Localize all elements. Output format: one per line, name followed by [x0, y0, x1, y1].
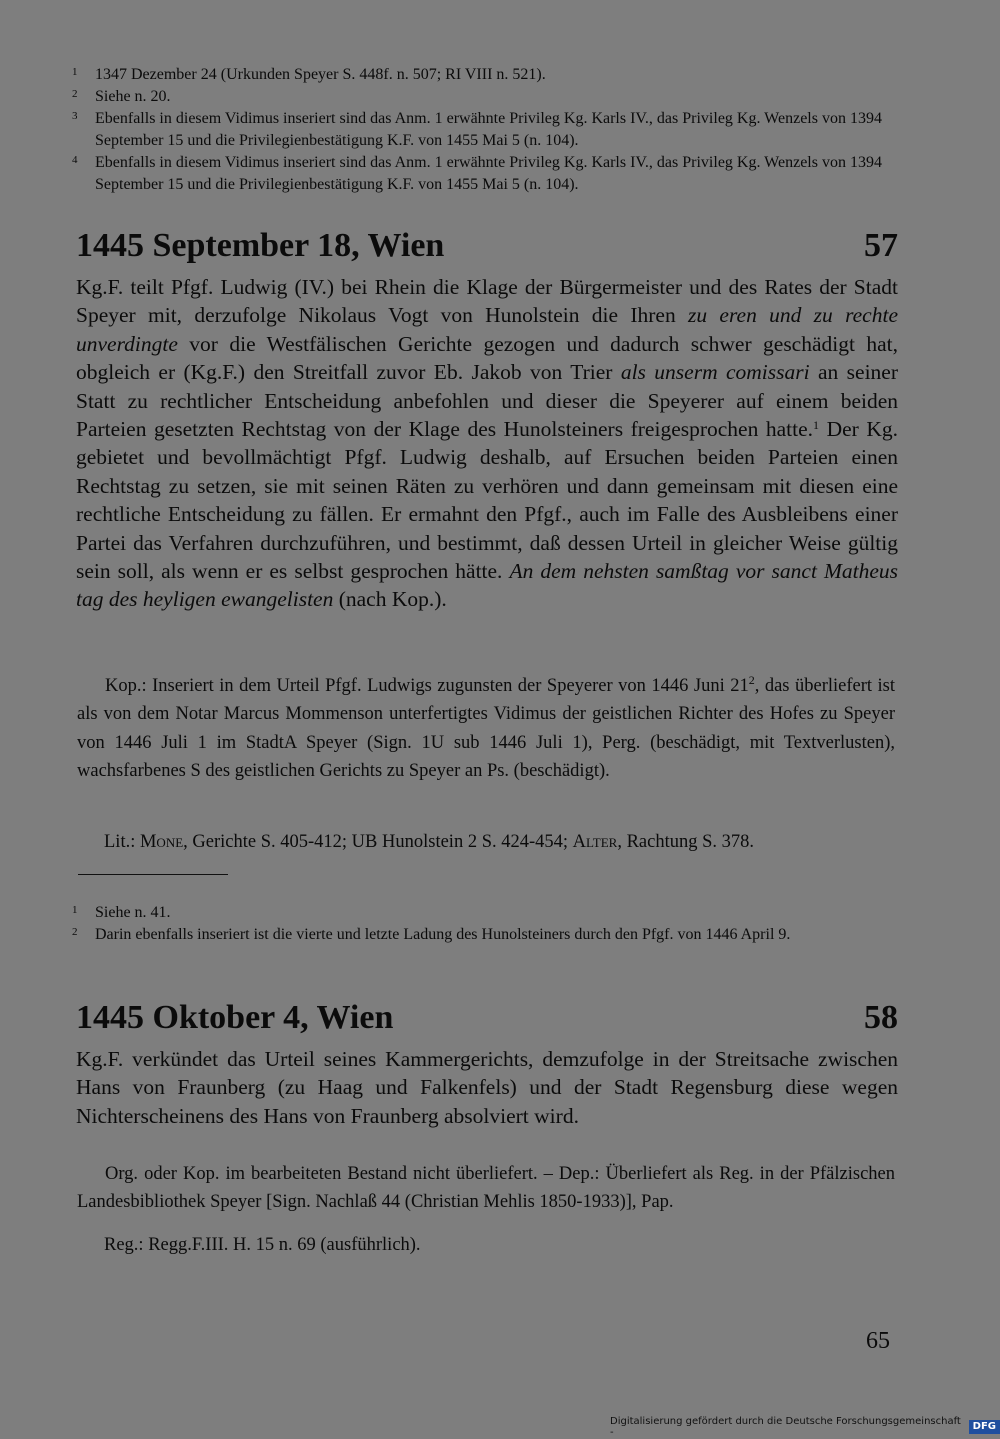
entry-57-heading — [76, 224, 898, 268]
footnote-divider — [78, 874, 228, 875]
footnote-reference: 1 — [813, 418, 820, 433]
entry-57-literature — [104, 828, 754, 856]
summary-text: an seiner Statt zu rechtlicher Entscheidung anbefohlen und dieser die Speyerer auf einem beiden Parteien gesetzten Rechtstag von der Klage des Hunolsteiners freigesprochen hatte. — [76, 360, 898, 442]
quoted-text: An dem nehsten samßtag vor sanct Matheus tag des heyligen ewangelisten — [76, 559, 898, 612]
literature-text: , Rachtung S. 378. — [617, 832, 755, 852]
entry-57-summary — [76, 273, 898, 614]
entry-57-footnotes — [72, 902, 898, 946]
entry-57-tradition — [77, 672, 895, 786]
entry-title: 1445 September 18, Wien — [76, 227, 445, 264]
literature-author: Mone — [139, 832, 184, 852]
footnote-text: 1347 Dezember 24 (Urkunden Speyer S. 448f. n. 507; RI VIII n. 521). — [95, 66, 546, 83]
summary-text: vor die Westfälischen Gerichte gezogen und dadurch schwer geschädigt hat, obgleich er (Kg.F.) den Streitfall zuvor Eb. Jakob von Trier — [76, 331, 898, 385]
literature-label: Lit.: — [104, 832, 140, 852]
footnote — [72, 86, 898, 108]
quoted-text: zu eren und zu rechte unverdingte — [76, 303, 898, 356]
footnote — [72, 108, 898, 152]
footnote-marker: 4 — [72, 154, 78, 166]
entry-title: 1445 Oktober 4, Wien — [76, 999, 394, 1036]
tradition-text: Kop.: Inseriert in dem Urteil Pfgf. Ludwigs zugunsten der Speyerer von 1446 Juni 21 — [105, 676, 749, 696]
footnote-text: Ebenfalls in diesem Vidimus inseriert sind das Anm. 1 erwähnte Privileg Kg. Karls IV., das Privileg Kg. Wenzels von 1394 September 15 und die Privilegienbestätigung K.F. von 1455 Mai 5 (n. 104). — [95, 110, 882, 149]
funding-note: Digitalisierung gefördert durch die Deutsche Forschungsgemeinschaft - — [610, 1416, 961, 1438]
quoted-text: als unserm comissari — [620, 360, 810, 385]
entry-58-summary — [76, 1045, 898, 1130]
footnote-marker: 1 — [72, 904, 78, 916]
tradition-text: , das überliefert ist als von dem Notar Marcus Mommenson unterfertigtes Vidimus der geistlichen Richter des Hofes zu Speyer von 1446 Juli 1 im StadtA Speyer (Sign. 1U sub 1446 Juli 1), Perg. (beschädigt, mit Textverlusten), wachsfarbenes S des geistlichen Gerichts zu Speyer an Ps. (beschädigt). — [77, 676, 895, 782]
regest-text: Reg.: Regg.F.III. H. 15 n. 69 (ausführlich). — [104, 1235, 421, 1255]
footnote-reference: 2 — [748, 673, 755, 687]
footnote — [72, 902, 898, 924]
footnote-text: Siehe n. 41. — [95, 904, 171, 921]
dfg-logo: DFG — [969, 1420, 1000, 1434]
footnote-marker: 2 — [72, 88, 78, 100]
summary-text: Kg.F. teilt Pfgf. Ludwig (IV.) bei Rhein die Klage der Bürgermeister und des Rates der Stadt Speyer mit, derzufolge Nikolaus Vogt von Hunolstein die Ihren — [76, 275, 898, 328]
dfg-footer — [610, 1416, 1000, 1438]
top-footnotes — [72, 64, 898, 196]
tradition-text: Org. oder Kop. im bearbeiteten Bestand nicht überliefert. – Dep.: Überliefert als Reg. in der Pfälzischen Landesbibliothek Speyer [Sign. Nachlaß 44 (Christian Mehlis 1850-1933)], Pap. — [77, 1164, 895, 1213]
page-number: 65 — [866, 1328, 890, 1354]
footnote — [72, 924, 898, 946]
literature-text: , Gerichte S. 405-412; UB Hunolstein 2 S. 424-454; — [183, 832, 573, 852]
entry-58-tradition — [77, 1160, 895, 1217]
footnote-text: Darin ebenfalls inseriert ist die vierte und letzte Ladung des Hunolsteiners durch den Pfgf. von 1446 April 9. — [95, 926, 791, 943]
entry-58-regest — [104, 1231, 421, 1259]
entry-number: 57 — [864, 227, 898, 264]
literature-author: Alter — [572, 832, 618, 852]
summary-text: Kg.F. verkündet das Urteil seines Kammergerichts, demzufolge in der Streitsache zwischen Hans von Fraunberg (zu Haag und Falkenfels) und der Stadt Regensburg diese wegen Nichterscheinens des Hans von Fraunberg absolviert wird. — [76, 1047, 898, 1128]
footnote-text: Ebenfalls in diesem Vidimus inseriert sind das Anm. 1 erwähnte Privileg Kg. Karls IV., das Privileg Kg. Wenzels von 1394 September 15 und die Privilegienbestätigung K.F. von 1455 Mai 5 (n. 104). — [95, 154, 882, 193]
footnote-marker: 3 — [72, 110, 78, 122]
footnote — [72, 152, 898, 196]
footnote-text: Siehe n. 20. — [95, 88, 171, 105]
entry-number: 58 — [864, 999, 898, 1036]
summary-text: (nach Kop.). — [333, 587, 447, 612]
entry-58-heading — [76, 996, 898, 1040]
footnote — [72, 64, 898, 86]
summary-text: Der Kg. gebietet und bevollmächtigt Pfgf. Ludwig deshalb, auf Ersuchen beiden Parteien einen Rechtstag zu setzen, sie mit seinen Räten zu verhören und dann gemeinsam mit diesen eine rechtliche Entscheidung zu fällen. Er ermahnt den Pfgf., auch im Falle des Ausbleibens einer Partei das Verfahren durchzuführen, und bestimmt, daß dessen Urteil in gleicher Weise gültig sein soll, als wenn er es selbst gesprochen hätte. — [76, 417, 898, 584]
footnote-marker: 1 — [72, 66, 78, 78]
footnote-marker: 2 — [72, 926, 78, 938]
